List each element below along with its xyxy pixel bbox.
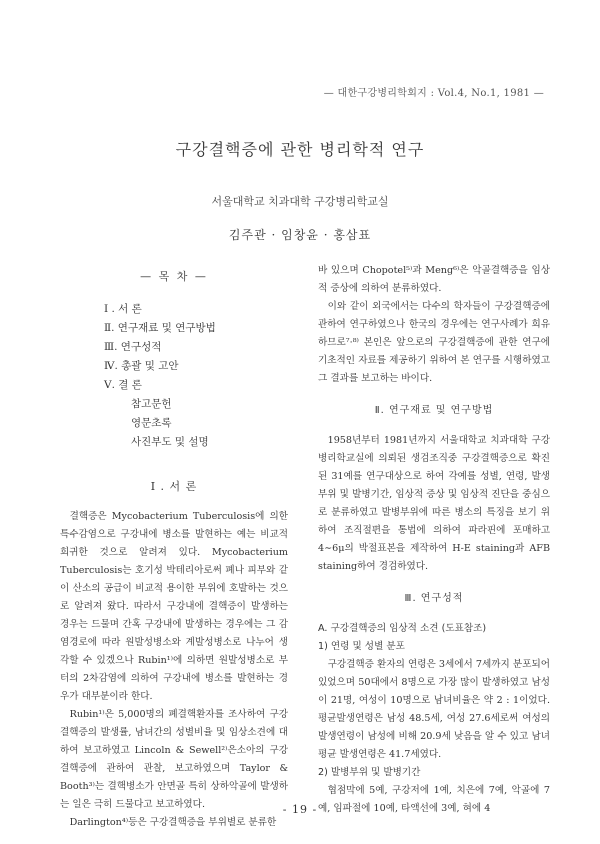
- section-heading-intro: I . 서 론: [150, 480, 198, 493]
- toc-item: I . 서 론: [104, 303, 142, 315]
- toc-item: 영문초록: [131, 417, 172, 429]
- right-column: [318, 262, 550, 818]
- results-paragraph-1: 구강결핵증 환자의 연령은 3세에서 7세까지 분포되어 있었으며 50대에서 8명으로 가장 많이 발생하였고 남성이 21명, 여성이 10명으로 남녀비율은 약 2 : 1이었다. 평균발생연령은 남성 48.5세, 여성 27.6세로써 여성의 발생연령이 남성에 비해 20.9세 낮음을 알 수 있고 남녀평균 발생연령은 41.7세였다.: [318, 659, 550, 760]
- authors: 김주관 · 임창윤 · 홍삼표: [228, 228, 372, 242]
- toc-item: Ⅲ. 연구성적: [104, 341, 162, 353]
- intro-paragraph: Darlington⁴⁾등은 구강결핵증을 부위별로 분류한: [69, 817, 277, 828]
- intro-paragraph-cont: 이와 같이 외국에서는 다수의 학자들이 구강결핵증에 관하여 연구하였으나 한국의 경우에는 연구사례가 희유하므로⁷·⁸⁾ 본인은 앞으로의 구강결핵증에 관한 연구에 기초적인 자료를 제공하기 위하여 본 연구를 시행하였고 그 결과를 보고하는 바이다.: [318, 301, 550, 384]
- results-subheading-1: 1) 연령 및 성별 분포: [318, 641, 405, 652]
- section-heading-results: Ⅲ. 연구성적: [404, 593, 464, 604]
- intro-paragraph-cont: 바 있으며 Chopotel⁵⁾과 Meng⁶⁾은 악골결핵증을 임상적 증상에 의하여 분류하였다.: [318, 265, 550, 294]
- paper-title: 구강결핵증에 관한 병리학적 연구: [175, 140, 425, 159]
- toc-item: Ⅳ. 총괄 및 고안: [104, 360, 179, 372]
- table-of-contents: [104, 300, 288, 452]
- journal-header: — 대한구강병리학회지 : Vol.4, No.1, 1981 —: [323, 88, 544, 99]
- intro-paragraph: Rubin¹⁾은 5,000명의 폐결핵환자를 조사하여 구강결핵증의 발생률, 남녀간의 성별비율 및 임상소견에 대하여 보고하였고 Lincoln & Sewell²⁾은소아의 구강결핵증에 관하여 관찰, 보고하였으며 Taylor & Booth³⁾는 결핵병소가 안면골 특히 상하악골에 발생하는 일은 극히 드물다고 보고하였다.: [60, 709, 288, 810]
- toc-item: Ⅴ. 결 론: [104, 379, 142, 391]
- results-subheading-2: 2) 발병부위 및 발병기간: [318, 767, 421, 778]
- results-paragraph-2: 협점막에 5예, 구강저에 1예, 치은에 7예, 악골에 7예, 임파절에 10예, 타액선에 3예, 혀에 4: [318, 785, 550, 814]
- left-column: [60, 262, 288, 832]
- toc-heading: — 목 차 —: [140, 270, 208, 283]
- affiliation: 서울대학교 치과대학 구강병리학교실: [211, 195, 389, 208]
- intro-paragraph: 결핵증은 Mycobacterium Tuberculosis에 의한 특수감염으로 구강내에 병소를 발현하는 예는 비교적 희귀한 것으로 알려져 있다. Mycobacterium Tuberculosis는 호기성 박테리아로써 폐나 피부와 같이 산소의 공급이 비교적 용이한 부위에 호발하는 것으로 알려져 왔다. 따라서 구강내에 결핵증이 발생하는 경우는 드물며 간혹 구강내에 발생하는 경우에는 그 감염경로에 따라 원발성병소와 계발성병소로 나누어 생각할 수 있겠으나 Rubin¹⁾에 의하면 원발성병소로 부터의 2차감염에 의하여 구강내에 병소를 발현하는 경우가 대부분이라 한다.: [60, 511, 288, 702]
- results-subheading-a: A. 구강결핵증의 임상적 소견 (도표참조): [318, 623, 487, 634]
- page-number: - 19 -: [282, 803, 318, 816]
- toc-item: 사진부도 및 설명: [131, 436, 209, 448]
- methods-paragraph: 1958년부터 1981년까지 서울대학교 치과대학 구강병리학교실에 의뢰된 생검조직중 구강결핵증으로 확진된 31예를 연구대상으로 하여 각예를 성별, 연령, 발생부위 및 발병기간, 임상적 증상 및 임상적 진단을 중심으로 분류하였고 발병부위에 따른 병소의 특징을 보기 위하여 조직절편을 통법에 의하여 파라핀에 포매하고 4∼6μ의 박절표본을 제작하여 H-E staining과 AFB staining하여 경검하였다.: [318, 435, 550, 572]
- toc-item: 참고문헌: [131, 398, 172, 410]
- section-heading-methods: Ⅱ. 연구재료 및 연구방법: [374, 405, 494, 416]
- toc-item: Ⅱ. 연구재료 및 연구방법: [104, 322, 216, 334]
